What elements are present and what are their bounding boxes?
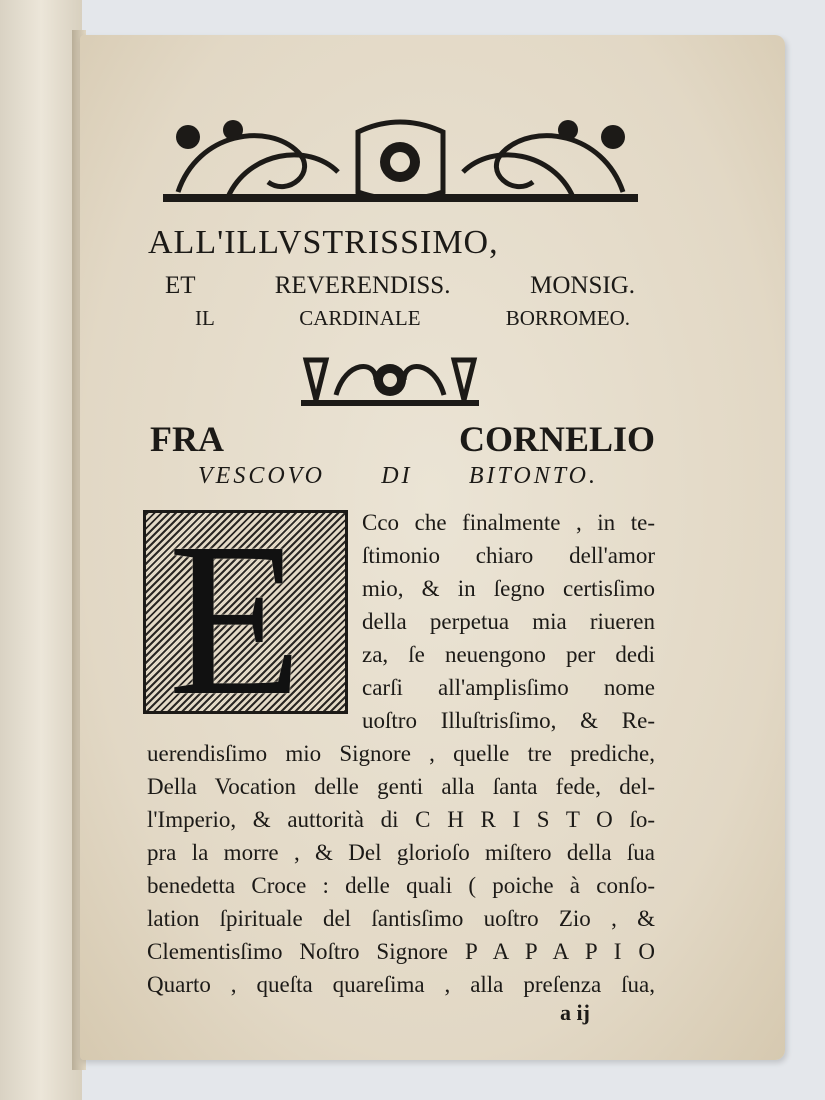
decorated-initial-woodcut	[143, 497, 348, 741]
body-line: della perpetua mia riueren	[362, 609, 655, 634]
body-line: Cco che finalmente , in te-	[362, 510, 655, 535]
body-line: za, ſe neuengono per dedi	[362, 642, 655, 667]
body-line: benedetta Croce : delle quali ( poiche à conſo-	[147, 873, 655, 898]
body-line: mio, & in ſegno certisſimo	[362, 576, 655, 601]
body-line: Della Vocation delle genti alla ſanta fede, del-	[147, 774, 655, 799]
body-line: carſi all'amplisſimo nome	[362, 675, 655, 700]
small-ornament	[296, 350, 484, 410]
body-line: Clementisſimo Noſtro Signore P A P A P I O	[147, 939, 655, 964]
body-line: uerendisſimo mio Signore , quelle tre prediche,	[147, 741, 655, 766]
facing-page-edge	[0, 0, 82, 1100]
heading-line-3: IL CARDINALE BORROMEO.	[195, 306, 630, 330]
body-line: pra la morre , & Del glorioſo miſtero della ſua	[147, 840, 655, 865]
body-line: l'Imperio, & auttorità di C H R I S T O ſo-	[147, 807, 655, 832]
headpiece-ornament	[158, 112, 643, 212]
body-line: Quarto , queſta quareſima , alla preſenza ſua,	[147, 972, 655, 997]
body-line: lation ſpirituale del ſantisſimo uoſtro Zio , &	[147, 906, 655, 931]
author-name: FRA CORNELIO	[150, 419, 655, 459]
signature-mark: a ij	[560, 1000, 590, 1025]
initial-letter: E	[168, 497, 303, 741]
body-line: uoſtro Illuſtrisſimo, & Re-	[362, 708, 655, 733]
author-title: VESCOVO DI BITONTO.	[198, 463, 598, 489]
heading-line-2: ET REVERENDISS. MONSIG.	[165, 272, 635, 299]
body-line: ſtimonio chiaro dell'amor	[362, 543, 655, 568]
heading-line-1: ALL'ILLVSTRISSIMO,	[148, 224, 499, 261]
